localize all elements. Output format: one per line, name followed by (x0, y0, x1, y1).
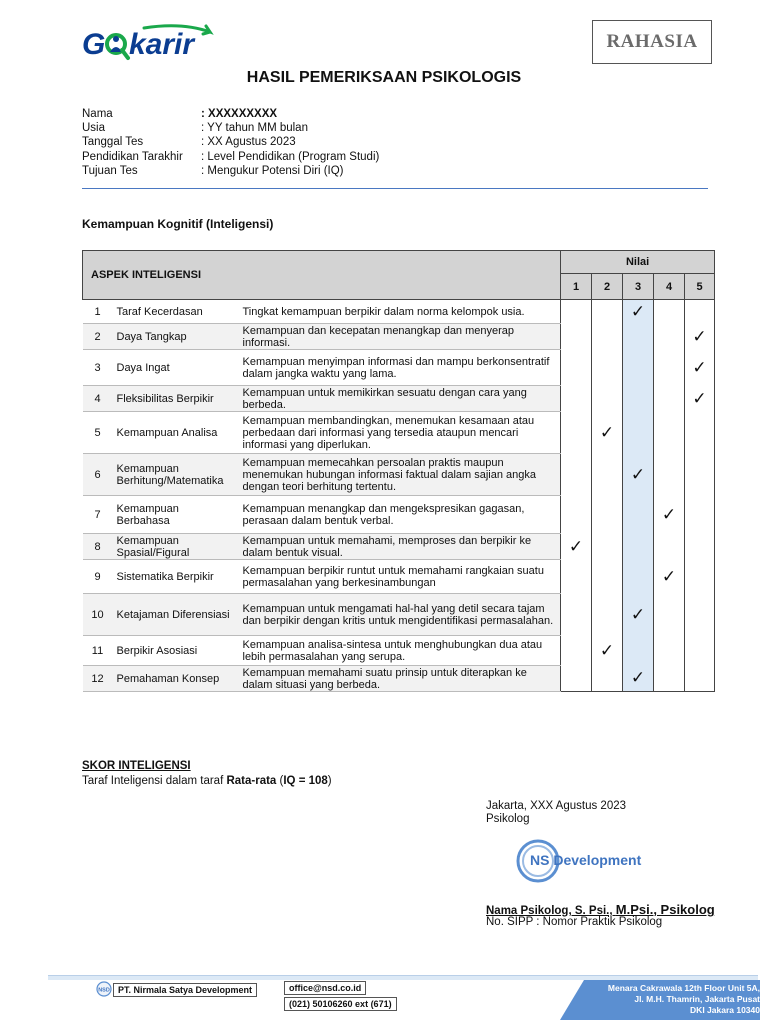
score-cell (685, 454, 715, 496)
info-label: Tujuan Tes (82, 165, 138, 177)
footer-company: PT. Nirmala Satya Development (113, 983, 257, 997)
result-prefix: Taraf Inteligensi dalam taraf (82, 775, 227, 787)
score-cell (623, 666, 654, 692)
check-icon: ✓ (630, 604, 646, 624)
scale-header: 4 (654, 274, 685, 300)
aspect-description: Kemampuan untuk memahami, memproses dan berpikir ke dalam bentuk visual. (239, 534, 561, 560)
aspect-name: Fleksibilitas Berpikir (113, 386, 239, 412)
score-cell (685, 496, 715, 534)
info-label: Usia (82, 122, 106, 134)
score-cell (561, 594, 592, 636)
result-text (82, 775, 332, 787)
check-icon: ✓ (692, 326, 707, 346)
aspect-name: Kemampuan Analisa (113, 412, 239, 454)
score-cell (685, 386, 715, 412)
document-title: HASIL PEMERIKSAAN PSIKOLOGIS (246, 69, 522, 86)
score-cell (561, 666, 592, 692)
row-number: 1 (83, 300, 113, 324)
psychologist-name (486, 902, 715, 917)
score-cell (654, 454, 685, 496)
score-cell (654, 560, 685, 594)
footer-email[interactable]: office@nsd.co.id (284, 981, 366, 995)
row-number: 6 (83, 454, 113, 496)
intelligence-table (82, 250, 715, 692)
info-value: : YY tahun MM bulan (201, 122, 308, 134)
section-title: Kemampuan Kognitif (Inteligensi) (82, 217, 274, 231)
nilai-header: Nilai (561, 251, 715, 274)
score-cell (623, 300, 654, 324)
signer-role: Psikolog (486, 813, 530, 825)
check-icon: ✓ (661, 504, 677, 524)
table-row (83, 636, 715, 666)
info-value: : Mengukur Potensi Diri (IQ) (201, 165, 344, 177)
table-row (83, 496, 715, 534)
score-cell (623, 594, 654, 636)
footer-address-line: Jl. M.H. Thamrin, Jakarta Pusat (634, 994, 760, 1004)
check-icon: ✓ (630, 464, 646, 484)
aspect-description: Kemampuan untuk memikirkan sesuatu dengan cara yang berbeda. (239, 386, 561, 412)
table-row (83, 534, 715, 560)
result-paren-close: ) (327, 775, 332, 787)
table-row (83, 454, 715, 496)
score-cell (623, 496, 654, 534)
row-number: 9 (83, 560, 113, 594)
score-cell (561, 300, 592, 324)
result-level: Rata-rata (226, 775, 277, 787)
score-cell (592, 350, 623, 386)
footer-line (48, 975, 758, 980)
scale-header: 3 (623, 274, 654, 300)
aspect-header: ASPEK INTELIGENSI (83, 251, 561, 300)
aspect-name: Taraf Kecerdasan (113, 300, 239, 324)
score-cell (623, 454, 654, 496)
aspect-name: Kemampuan Berhitung/Matematika (113, 454, 239, 496)
scale-header: 5 (685, 274, 715, 300)
row-number: 2 (83, 324, 113, 350)
check-icon: ✓ (568, 536, 584, 556)
table-row (83, 594, 715, 636)
check-icon: ✓ (599, 640, 615, 660)
score-cell (561, 496, 592, 534)
aspect-name: Daya Ingat (113, 350, 239, 386)
scale-header: 1 (561, 274, 592, 300)
result-iq: IQ = 108 (283, 775, 328, 787)
score-cell (685, 300, 715, 324)
score-cell (685, 636, 715, 666)
aspect-description: Tingkat kemampuan berpikir dalam norma kelompok usia. (239, 300, 561, 324)
gokarir-logo (82, 22, 222, 66)
aspect-name: Berpikir Asosiasi (113, 636, 239, 666)
score-cell (592, 412, 623, 454)
aspect-name: Sistematika Berpikir (113, 560, 239, 594)
score-cell (592, 594, 623, 636)
score-cell (685, 534, 715, 560)
aspect-name: Ketajaman Diferensiasi (113, 594, 239, 636)
header-divider (82, 188, 708, 189)
sipp-number: No. SIPP : Nomor Praktik Psikolog (486, 916, 663, 928)
score-cell (561, 454, 592, 496)
table-row (83, 666, 715, 692)
scale-header: 2 (592, 274, 623, 300)
score-cell (654, 496, 685, 534)
psychologist-name-part2: M.Psi., Psikolog (615, 902, 715, 917)
row-number: 7 (83, 496, 113, 534)
nsd-footer-logo-text: NSD (98, 987, 110, 994)
aspect-description: Kemampuan menyimpan informasi dan mampu berkonsentratif dalam jangka waktu yang lama. (239, 350, 561, 386)
check-icon: ✓ (630, 301, 646, 321)
score-cell (592, 300, 623, 324)
score-cell (592, 386, 623, 412)
aspect-name: Kemampuan Spasial/Figural (113, 534, 239, 560)
score-cell (592, 560, 623, 594)
score-cell (654, 636, 685, 666)
score-cell (654, 594, 685, 636)
row-number: 11 (83, 636, 113, 666)
score-cell (685, 594, 715, 636)
score-cell (561, 636, 592, 666)
result-paren-open: ( (276, 775, 284, 787)
score-cell (623, 412, 654, 454)
score-cell (561, 386, 592, 412)
score-cell (592, 666, 623, 692)
info-label: Pendidikan Tarakhir (82, 151, 183, 163)
score-cell (592, 496, 623, 534)
score-cell (654, 300, 685, 324)
score-cell (592, 324, 623, 350)
score-cell (654, 324, 685, 350)
score-cell (561, 560, 592, 594)
check-icon: ✓ (599, 422, 615, 442)
info-value: : XXXXXXXXX (201, 108, 278, 120)
aspect-name: Pemahaman Konsep (113, 666, 239, 692)
score-cell (654, 666, 685, 692)
score-cell (654, 534, 685, 560)
table-row (83, 560, 715, 594)
score-cell (685, 350, 715, 386)
check-icon: ✓ (692, 388, 707, 408)
result-heading: SKOR INTELIGENSI (82, 760, 191, 772)
row-number: 12 (83, 666, 113, 692)
ns-logo-text: NS Development (530, 852, 642, 868)
row-number: 5 (83, 412, 113, 454)
aspect-description: Kemampuan menangkap dan mengekspresikan gagasan, perasaan dalam bentuk verbal. (239, 496, 561, 534)
footer-address-line: Menara Cakrawala 12th Floor Unit 5A, (607, 983, 760, 993)
info-label: Nama (82, 108, 113, 120)
aspect-description: Kemampuan dan kecepatan menangkap dan menyerap informasi. (239, 324, 561, 350)
score-cell (654, 412, 685, 454)
table-row (83, 412, 715, 454)
check-icon: ✓ (692, 357, 707, 377)
table-row (83, 324, 715, 350)
table-row (83, 300, 715, 324)
score-cell (623, 350, 654, 386)
aspect-description: Kemampuan membandingkan, menemukan kesamaan atau perbedaan dari informasi yang tersedia ataupun mencari informasi yang diperlukan. (239, 412, 561, 454)
footer-address-line: DKI Jakara 10340 (690, 1005, 760, 1015)
score-cell (592, 636, 623, 666)
footer-phone: (021) 50106260 ext (671) (284, 997, 397, 1011)
score-cell (623, 386, 654, 412)
aspect-name: Daya Tangkap (113, 324, 239, 350)
score-cell (561, 412, 592, 454)
score-cell (685, 412, 715, 454)
aspect-description: Kemampuan analisa-sintesa untuk menghubungkan dua atau lebih permasalahan yang serupa. (239, 636, 561, 666)
info-value: : XX Agustus 2023 (201, 136, 296, 148)
info-value: : Level Pendidikan (Program Studi) (201, 151, 380, 163)
check-icon: ✓ (661, 566, 677, 586)
score-cell (592, 534, 623, 560)
row-number: 3 (83, 350, 113, 386)
score-cell (623, 636, 654, 666)
score-cell (623, 534, 654, 560)
score-cell (561, 350, 592, 386)
table-row (83, 386, 715, 412)
aspect-description: Kemampuan berpikir runtut untuk memahami rangkaian suatu permasalahan yang berkesinambungan (239, 560, 561, 594)
score-cell (623, 324, 654, 350)
info-label: Tanggal Tes (82, 136, 144, 148)
psychologist-name-part1: Nama Psikolog, S. Psi., (486, 905, 616, 917)
aspect-description: Kemampuan memecahkan persoalan praktis maupun menemukan hubungan informasi faktual dalam sajian angka dengan teori berhitung tertentu. (239, 454, 561, 496)
place-date: Jakarta, XXX Agustus 2023 (486, 800, 627, 812)
aspect-name: Kemampuan Berbahasa (113, 496, 239, 534)
score-cell (685, 560, 715, 594)
score-cell (561, 534, 592, 560)
score-cell (592, 454, 623, 496)
confidential-stamp: RAHASIA (592, 20, 712, 64)
score-cell (654, 386, 685, 412)
gokarir-logo-prefix: G (82, 28, 106, 61)
score-cell (561, 324, 592, 350)
score-cell (685, 666, 715, 692)
check-icon: ✓ (630, 668, 646, 688)
row-number: 8 (83, 534, 113, 560)
score-cell (685, 324, 715, 350)
score-cell (623, 560, 654, 594)
row-number: 10 (83, 594, 113, 636)
aspect-description: Kemampuan untuk mengamati hal-hal yang detil secara tajam dan berpikir dengan kritis untuk mengidentifikasi permasalahan. (239, 594, 561, 636)
aspect-description: Kemampuan memahami suatu prinsip untuk diterapkan ke dalam situasi yang berbeda. (239, 666, 561, 692)
row-number: 4 (83, 386, 113, 412)
nsd-footer-logo (96, 981, 112, 997)
ns-development-logo (516, 838, 651, 884)
gokarir-logo-suffix: karir (129, 28, 195, 61)
score-cell (654, 350, 685, 386)
table-row (83, 350, 715, 386)
